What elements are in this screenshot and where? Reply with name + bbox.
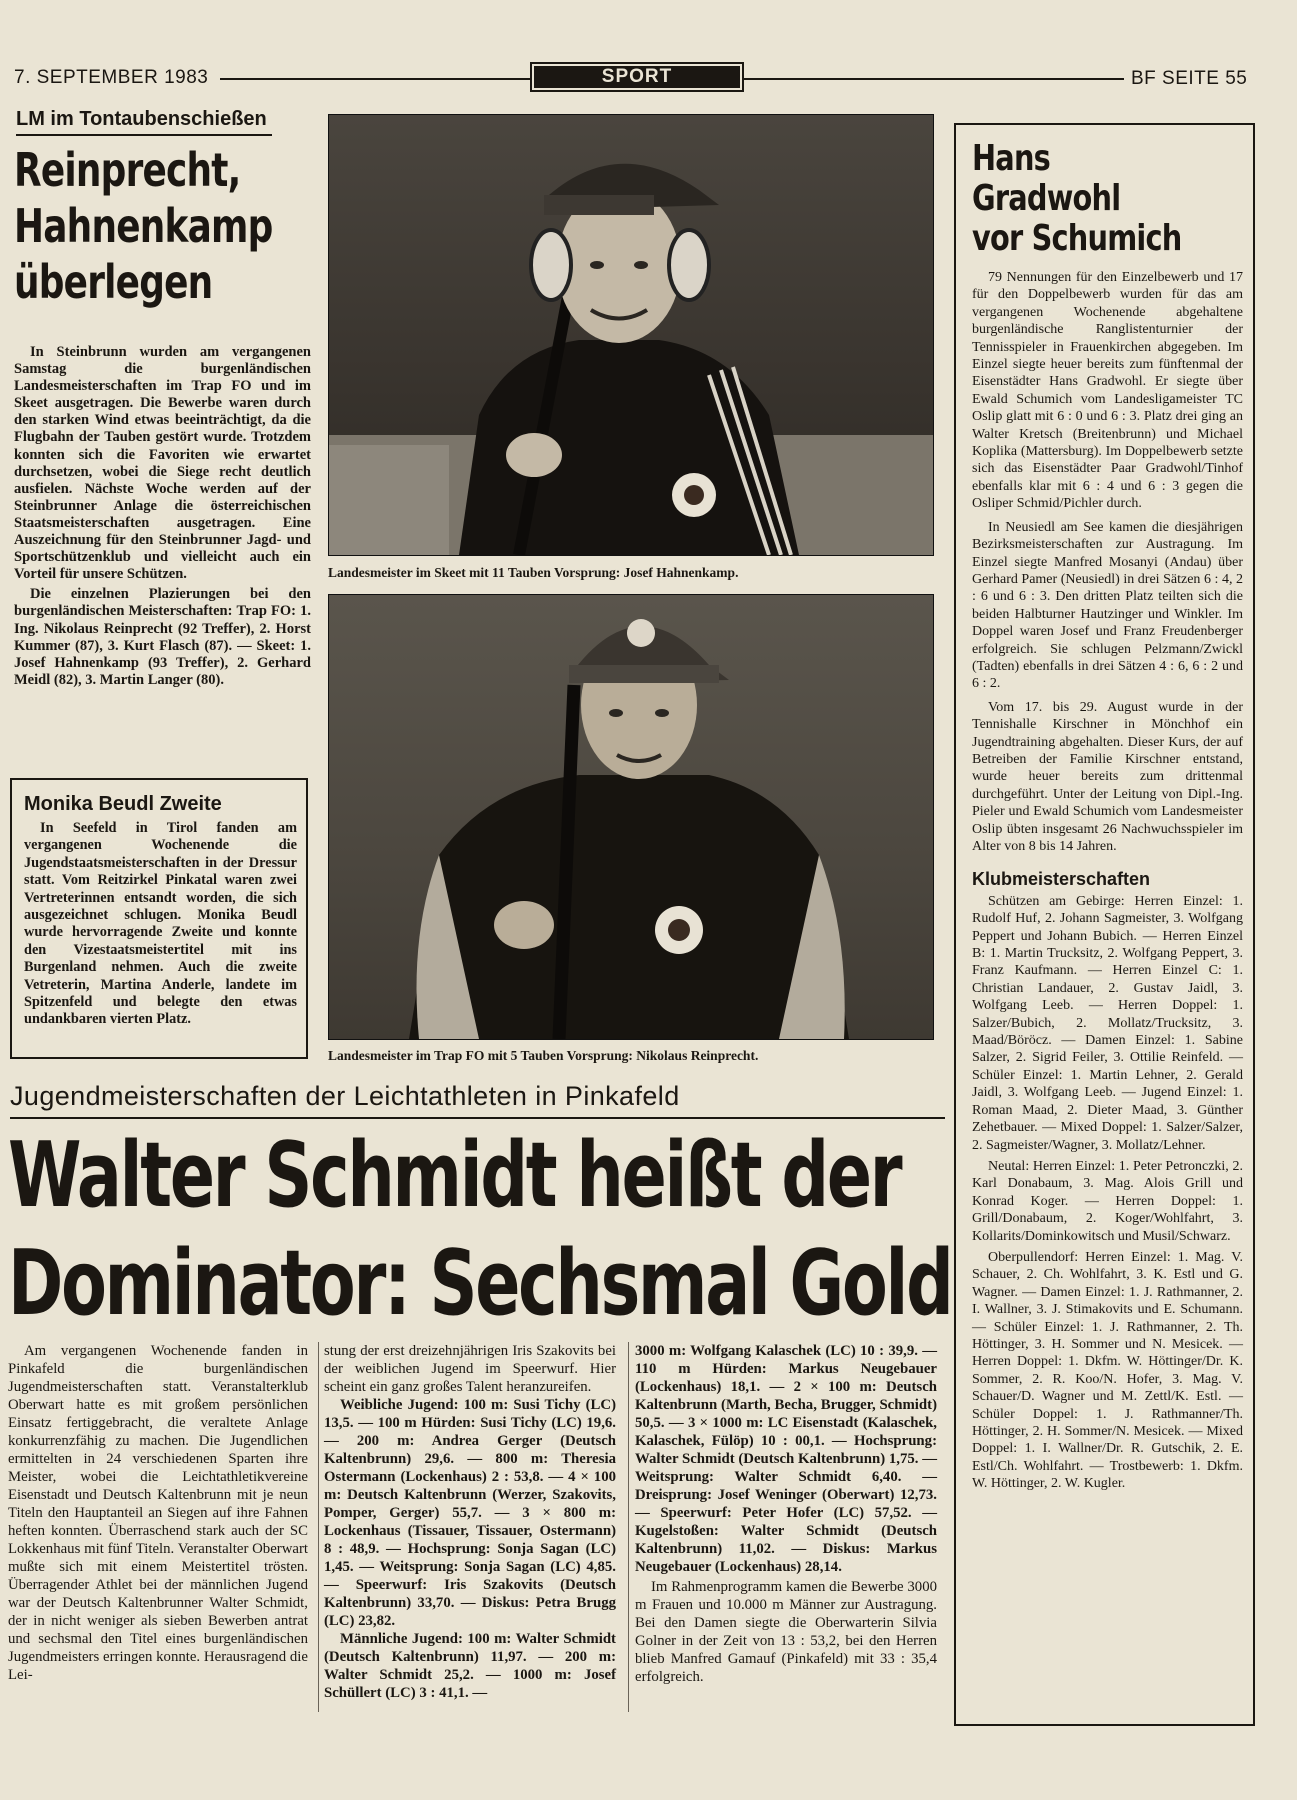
kicker-underline [10, 1117, 945, 1119]
section-label: SPORT [534, 66, 740, 88]
paragraph: Oberpullendorf: Herren Einzel: 1. Mag. V. Schauer, 2. Ch. Wohlfahrt, 3. K. Estl und G. Wagner. — Damen Einzel: 1. J. Rathmanner, 2. I. Wallner, 3. J. Stimakovits und E. Schumann. — Schüler Einzel: 1. J. Rathmanner, 2. Th. Höttinger, 3. H. Sommer und N. Mesicek. — Herren Doppel: 1. Dkfm. W. Höttinger/Dr. K. Sommer, 2. R. Koo/N. Hofer, 3. Mag. V. Schauer/D. Wagner und M. Zettl/K. Estl. — Schüler Doppel: 1. J. Rathmanner/Th. Höttinger, 2. H. Sommer/N. Mesicek. — Mixed Doppel: 1. I. Wallner/Dr. R. Gutschik, 2. E. Estl/Ch. Wohlfahrt. — Trostbewerb: 1. Dkfm. W. Höttinger, 2. W. Kugler. [972, 1249, 1243, 1492]
photo-caption-reinprecht: Landesmeister im Trap FO mit 5 Tauben Vorsprung: Nikolaus Reinprecht. [328, 1048, 759, 1063]
issue-date: 7. SEPTEMBER 1983 [14, 67, 209, 88]
paragraph: 3000 m: Wolfgang Kalaschek (LC) 10 : 39,9. — 110 m Hürden: Markus Neugebauer (Lockenhaus) 18,1. — 2 × 100 m: Deutsch Kaltenbrunn (Marth, Becha, Brugger, Schmidt) 50,5. — 3 × 1000 m: LC Eisenstadt (Kalaschek, Kalaschek, Fülöp) 10 : 00,1. — Hochsprung: Walter Schmidt (Deutsch Kaltenbrunn) 1,75. — Weitsprung: Walter Schmidt 6,40. — Dreisprung: Josef Weninger (Oberwart) 12,73. — Speerwurf: Peter Hofer (LC) 57,52. — Kugelstoßen: Walter Schmidt (Deutsch Kaltenbrunn) 11,02. — Diskus: Markus Neugebauer (Lockenhaus) 28,14. [635, 1343, 937, 1575]
results-text: 1. Josef Hahnenkamp (93 Treffer), 2. Gerhard Meidl (82), 3. Martin Langer (80). [14, 637, 312, 688]
photo-reinprecht [328, 594, 934, 1040]
header-rule-right [744, 78, 1124, 80]
column-rule [318, 1342, 319, 1712]
box-title: vor Schumich [972, 218, 1182, 259]
column-rule [628, 1342, 629, 1712]
paragraph: Weibliche Jugend: 100 m: Susi Tichy (LC) 13,5. — 100 m Hürden: Susi Tichy (LC) 19,6. — 200 m: Andrea Gerger (Deutsch Kaltenbrunn) 29,6. — 800 m: Theresia Ostermann (Lockenhaus) 2 : 53,8. — 4 × 100 m: Deutsch Kaltenbrunn (Werzer, Szakovits, Pomper, Gerger) 55,7. — 3 × 800 m: Lockenhaus (Tissauer, Tissauer, Ostermann) 8 : 48,9. — Hochsprung: Sonja Sagan (LC) 1,45. — Weitsprung: Sonja Sagan (LC) 4,85. — Speerwurf: Iris Szakovits (Deutsch Kaltenbrunn) 33,70. — Diskus: Petra Brugg (LC) 23,82. [324, 1397, 616, 1629]
paragraph: In Steinbrunn wurden am vergangenen Samstag die burgenländischen Landesmeisterschaften im Trap FO und im Skeet ausgetragen. Die Bewerbe waren durch den starken Wind etwas beeinträchtigt, da die Flugbahn der Tauben gestört wurde. Trotzdem konnten sich die Favoriten wie erwartet durchsetzen, wobei die Siege recht deutlich ausfielen. Nächste Woche werden auf der Steinbrunner Anlage die österreichischen Staatsmeisterschaften ausgetragen. Eine Auszeichnung für den Steinbrunner Jagd- und Sportschützenklub und vielleicht auch ein Vorteil für unsere Schützen. [14, 344, 311, 583]
paragraph [14, 586, 311, 689]
results-label: Skeet: [256, 637, 296, 654]
photo-hahnenkamp [328, 114, 934, 556]
box-text: In Seefeld in Tirol fanden am vergangenen Wochenende die Jugendstaatsmeisterschaften in der Dressur statt. Vom Reitzirkel Pinkatal waren zwei Vertreterinnen entsandt worden, die sich ausgezeichnet schlugen. Monika Beudl wurde hervorragende Zweite und konnte den Vizestaatsmeistertitel mit ins Burgenland nehmen. Auch die zweite Vetreterin, Martina Anderle, landete im Spitzenfeld und belegte den etwas undankbaren vierten Platz. [24, 820, 297, 1028]
paragraph: Im Rahmenprogramm kamen die Bewerbe 3000 m Frauen und 10.000 m Männer zur Austragung. Bei den Damen siegte die Oberwarterin Silvia Golner in der Zeit von 13 : 53,2, bei den Herren blieb Manfred Gamauf (Pinkafeld) mit 33 : 35,4 erfolgreich. [635, 1579, 937, 1685]
headline-line: Walter Schmidt heißt der [8, 1123, 901, 1228]
paragraph: In Neusiedl am See kamen die diesjährigen Bezirksmeisterschaften zur Austragung. Im Einzel siegte Manfred Mosanyi (Andau) über Gerhard Pamer (Neusiedl) in drei Sätzen 6 : 4, 2 : 6 und 6 : 3. Den dritten Platz teilten sich die beiden Halbturner Hautzinger und Winkler. Im Doppel waren Josef und Franz Freudenberger erfolgreich. Sie schlugen Pelzmann/Zwickl (Tadten) ebenfalls in drei Sätzen 4 : 6, 6 : 2 und 6 : 2. [972, 519, 1243, 692]
header-rule-left [220, 78, 532, 80]
headline-schmidt [8, 1122, 952, 1338]
photo-caption-hahnenkamp: Landesmeister im Skeet mit 11 Tauben Vorsprung: Josef Hahnenkamp. [328, 565, 739, 580]
box-title: Monika Beudl Zweite [24, 793, 222, 815]
box-gradwohl-body [972, 269, 1243, 1493]
paragraph-text: Die einzelnen Plazierungen bei den burgenländischen Meisterschaften: [14, 586, 311, 620]
paragraph: Schützen am Gebirge: Herren Einzel: 1. Rudolf Huf, 2. Johann Sagmeister, 3. Wolfgang Peppert und Johann Bubich. — Herren Einzel B: 1. Martin Trucksitz, 2. Wolfgang Peppert, 3. Franz Kaufmann. — Herren Einzel C: 1. Christian Landauer, 2. Gustav Jaidl, 3. Wolfgang Leeb. — Herren Doppel: 1. Salzer/Bubich, 2. Mollatz/Trucksitz, 3. Maad/Böröcz. — Damen Einzel: 1. Sabine Salzer, 2. Sigrid Feiler, 3. Ottilie Reinfeld. — Schüler Einzel: 1. Martin Lehner, 2. Gerald Jaidl, 3. Wolfgang Leeb. — Jugend Einzel: 1. Roman Maad, 2. Dieter Maad, 3. Günther Zehetbauer. — Mixed Doppel: 1. Salzer/Salzer, 2. Sagmeister/Wagner, 3. Mollatz/Lehner. [972, 893, 1243, 1153]
headline-line: Hahnenkamp [14, 199, 273, 253]
paragraph: 79 Nennungen für den Einzelbewerb und 17 für den Doppelbewerb wurden für das am vergangenen Wochenende abgehaltene burgenländische Ranglistenturnier der Tennisspieler in Frauenkirchen abgegeben. Im Einzel siegte heuer bereits zum fünftenmal der Eisenstädter Hans Gradwohl. Er siegte über Ewald Schumich vom Landesligameister TC Oslip glatt mit 6 : 0 und 6 : 3. Platz drei ging an Walter Kretsch (Breitenbrunn) und Michael Koplika (Mattersburg). Im Doppelbewerb setzte sich das Eisenstädter Paar Gradwohl/Tinhof ebenfalls klar mit 6 : 4 und 6 : 3 gegen die Osliper Schmid/Pichler durch. [972, 270, 1243, 512]
article2-col1: Am vergangenen Wochenende fanden in Pinkafeld die burgenländischen Jugendmeisterschaften statt. Veranstalterklub Oberwart hatte es mit großem persönlichen Einsatz fertiggebracht, die veraltete Anlage konkurrenzfähig zu machen. Die Jugendlichen ermittelten in 24 verschiedenen Sparten ihre Meister, wobei die Leichtathletikvereine Eisenstadt und Deutsch Kaltenbrunn mit je neun Titeln den Hauptanteil an Siegen auf ihre Fahnen heften konnten. Überraschend stark auch der SC Lokkenhaus mit fünf Titeln. Veranstalter Oberwart mußte sich mit einem Meistertitel trösten. Überragender Athlet bei der männlichen Jugend war der Deutsch Kaltenbrunner Walter Schmidt, der in nicht weniger als sieben Bewerben antrat und sechsmal den Titel eines burgenländischen Jugendmeisters erringen konnte. Herausragend die Lei- [8, 1343, 308, 1683]
subheading-klubmeisterschaften: Klubmeisterschaften [972, 869, 1151, 890]
section-label-box [530, 62, 744, 92]
kicker-tontauben: LM im Tontaubenschießen [16, 108, 267, 130]
kicker-underline [16, 134, 272, 136]
headline-line: Dominator: Sechsmal Gold [8, 1231, 952, 1336]
paragraph: Neutal: Herren Einzel: 1. Peter Petronczki, 2. Karl Donabaum, 3. Mag. Alois Grill und Konrad Koger. — Herren Doppel: 1. Grill/Donabaum, 2. Koger/Wohlfahrt, 3. Kollarits/Dominkowitsch und Musil/Schwarz. [972, 1158, 1243, 1244]
article2-col3 [635, 1342, 937, 1686]
paragraph: Vom 17. bis 29. August wurde in der Tennishalle Kirschner in Mönchhof ein Jugendtraining abgehalten. Dieser Kurs, der auf Betreiben der Familie Kirschner entstand, wurde heuer bereits zum drittenmal durchgeführt. Unter der Leitung von Dipl.-Ing. Pieler und Ewald Schumich vom Landesmeister Oslip übten insgesamt 26 Nachwuchsspieler im Alter von 8 bis 14 Jahren. [972, 699, 1243, 854]
results-label: Trap FO: [236, 603, 296, 620]
headline-line: Reinprecht, [14, 143, 241, 197]
photo-hahnenkamp-image [329, 115, 933, 555]
article-tontauben-body [14, 344, 311, 689]
paragraph: Männliche Jugend: 100 m: Walter Schmidt (Deutsch Kaltenbrunn) 11,97. — 200 m: Walter Schmidt 25,2. — 1000 m: Josef Schüllert (LC) 3 : 41,1. — [324, 1631, 616, 1701]
page-number: BF SEITE 55 [1131, 68, 1248, 89]
headline-tontauben [14, 142, 314, 310]
box-gradwohl [954, 123, 1255, 1726]
photo-reinprecht-image [329, 595, 933, 1039]
paragraph: stung der erst dreizehnjährigen Iris Szakovits bei der weiblichen Jugend im Speerwurf. Hier scheint ein ganz großes Talent heranzureifen. [324, 1343, 616, 1395]
kicker-leichtathletik: Jugendmeisterschaften der Leichtathleten in Pinkafeld [10, 1081, 680, 1111]
results-text: 1. Ing. Nikolaus Reinprecht (92 Treffer), 2. Horst Kummer (87), 3. Kurt Flasch (87). — [14, 603, 312, 654]
headline-line: überlegen [14, 255, 213, 309]
box-monika-beudl [10, 778, 308, 1059]
box-title: Hans Gradwohl [972, 138, 1121, 219]
article2-col2 [324, 1342, 616, 1702]
